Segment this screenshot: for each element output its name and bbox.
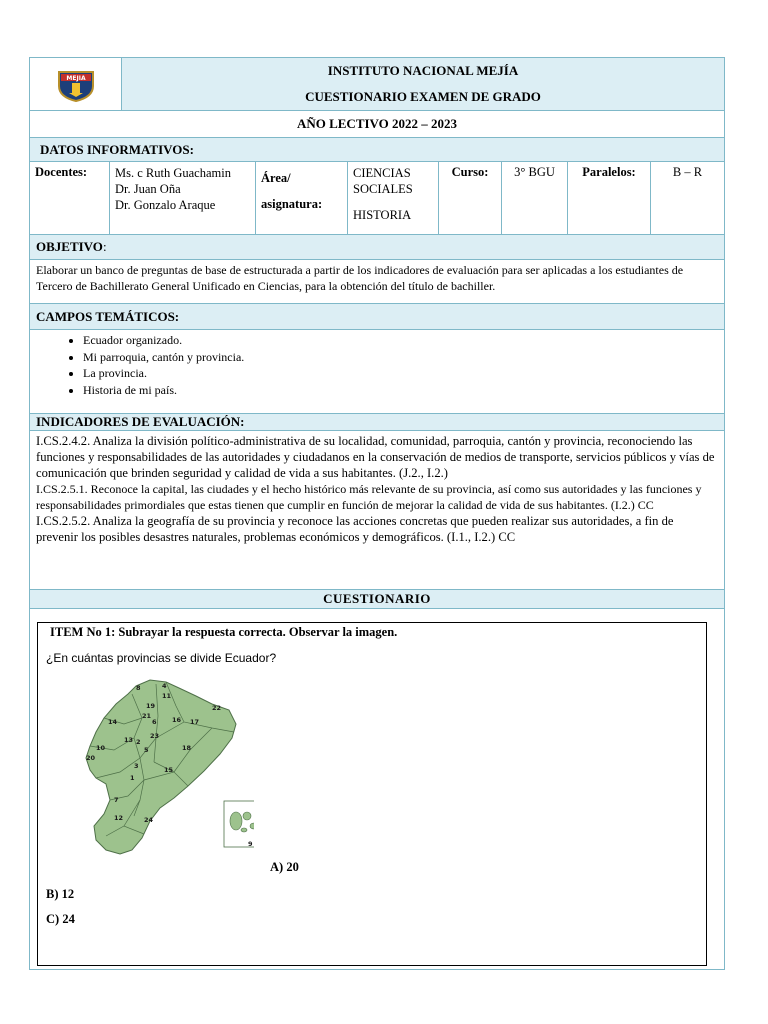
map-province-number: 1 bbox=[130, 774, 135, 782]
datos-section-title bbox=[30, 138, 724, 162]
area-label-line: asignatura: bbox=[261, 197, 323, 211]
cuestionario-title-text: CUESTIONARIO bbox=[323, 591, 431, 606]
school-year bbox=[30, 111, 724, 138]
indicador-paragraph: I.CS.2.5.2. Analiza la geografía de su provincia y reconoce las acciones concretas que pueden realizar sus autoridades, a fin de prevenir los posibles desastres naturales, problemas económicos y demográficos. (I.1., I.2.) CC bbox=[36, 514, 674, 544]
area-label-line: Área/ bbox=[261, 171, 291, 185]
item-box bbox=[37, 622, 707, 966]
area-label bbox=[256, 162, 348, 234]
indicadores-title bbox=[30, 414, 724, 431]
institution-name: INSTITUTO NACIONAL MEJÍA bbox=[327, 63, 519, 78]
objetivo-title bbox=[30, 235, 724, 260]
map-province-number: 22 bbox=[212, 704, 222, 712]
cuestionario-title bbox=[30, 590, 724, 609]
header-titles bbox=[122, 58, 724, 110]
list-item: • Ecuador organizado. bbox=[83, 332, 724, 349]
option-b[interactable]: B) 12 bbox=[46, 887, 75, 901]
area-value bbox=[348, 162, 439, 234]
indicadores-title-text: INDICADORES DE EVALUACIÓN: bbox=[36, 414, 245, 429]
map-province-number: 23 bbox=[150, 732, 160, 740]
map-province-number: 8 bbox=[136, 684, 141, 692]
map-province-number: 6 bbox=[152, 718, 157, 726]
campos-list bbox=[30, 330, 724, 414]
docente-name: Ms. c Ruth Guachamin bbox=[115, 166, 231, 180]
datos-title-text: DATOS INFORMATIVOS: bbox=[40, 141, 194, 157]
map-province-number: 2 bbox=[136, 738, 141, 746]
paralelos-value: B – R bbox=[672, 165, 703, 179]
map-province-number: 21 bbox=[142, 712, 152, 720]
map-province-number: 24 bbox=[144, 816, 154, 824]
indicador-paragraph: I.CS.2.5.1. Reconoce la capital, las ciudades y el hecho histórico más relevante de su provincia, así como sus autoridades y las funciones y responsabilidades primordiales que estas tienen que cumplir en función de mejorar la calidad de vida de sus habitantes. (I.2.) CC bbox=[36, 482, 702, 512]
header-row bbox=[30, 58, 724, 111]
map-province-number: 5 bbox=[144, 746, 149, 754]
asignatura-value: HISTORIA bbox=[353, 208, 412, 222]
docentes-list bbox=[110, 162, 256, 234]
exam-document bbox=[29, 57, 725, 970]
list-item: • Mi parroquia, cantón y provincia. bbox=[83, 349, 724, 366]
map-province-number: 3 bbox=[134, 762, 139, 770]
option-c[interactable]: C) 24 bbox=[46, 912, 75, 926]
list-item: • La provincia. bbox=[83, 365, 724, 382]
campos-title-text: CAMPOS TEMÁTICOS: bbox=[36, 308, 180, 324]
question-text: ¿En cuántas provincias se divide Ecuador? bbox=[46, 651, 277, 665]
map-province-number: 13 bbox=[124, 736, 134, 744]
exam-title: CUESTIONARIO EXAMEN DE GRADO bbox=[305, 89, 541, 104]
school-logo bbox=[30, 58, 122, 110]
map-province-number: 17 bbox=[190, 718, 200, 726]
docente-name: Dr. Juan Oña bbox=[115, 182, 181, 196]
objetivo-title-text: OBJETIVO bbox=[36, 239, 103, 254]
map-province-number: 16 bbox=[172, 716, 182, 724]
paralelos-label: Paralelos: bbox=[568, 162, 651, 234]
indicadores-text bbox=[30, 431, 724, 590]
docentes-label: Docentes: bbox=[30, 162, 110, 234]
map-province-number: 14 bbox=[108, 718, 118, 726]
datos-table-row bbox=[30, 162, 724, 235]
cuestionario-body bbox=[30, 609, 724, 969]
objetivo-title-colon: : bbox=[102, 239, 107, 254]
map-province-number: 7 bbox=[114, 796, 119, 804]
logo-text: MEJIA bbox=[65, 75, 86, 82]
map-province-number: 10 bbox=[96, 744, 106, 752]
curso-value: 3° BGU bbox=[502, 162, 568, 234]
map-province-number: 19 bbox=[146, 702, 156, 710]
map-province-number: 12 bbox=[114, 814, 124, 822]
ecuador-provinces-map bbox=[84, 676, 254, 861]
docente-name: Dr. Gonzalo Araque bbox=[115, 198, 216, 212]
objetivo-text: Elaborar un banco de preguntas de base de estructurada a partir de los indicadores de evaluación para ser aplicadas a los estudiantes de Tercero de Bachillerato General Unificado en Ciencias, para la obtención del título de bachiller. bbox=[30, 260, 724, 304]
area-value-line: CIENCIAS bbox=[353, 166, 411, 180]
map-province-number: 4 bbox=[162, 682, 167, 690]
item-title: ITEM No 1: Subrayar la respuesta correcta. Observar la imagen. bbox=[50, 625, 398, 639]
indicador-paragraph: I.CS.2.4.2. Analiza la división político-administrativa de su localidad, comunidad, parroquia, cantón y provincia, reconociendo las funciones y responsabilidades de las autoridades y ciudadanos en la conservación de medios de transporte, servicios públicos y vías de comunicación que brinden seguridad y calidad de vida a sus habitantes. (J.2., I.2.) bbox=[36, 434, 715, 480]
map-province-number: 15 bbox=[164, 766, 174, 774]
map-province-number: 18 bbox=[182, 744, 192, 752]
school-year-text: AÑO LECTIVO 2022 – 2023 bbox=[296, 116, 458, 131]
map-province-number: 20 bbox=[86, 754, 96, 762]
campos-title bbox=[30, 304, 724, 330]
map-province-number: 9 bbox=[248, 840, 253, 848]
map-province-number: 11 bbox=[162, 692, 172, 700]
curso-label: Curso: bbox=[439, 162, 502, 234]
area-value-line: SOCIALES bbox=[353, 182, 413, 196]
list-item: • Historia de mi país. bbox=[83, 382, 724, 399]
option-a[interactable]: A) 20 bbox=[270, 860, 299, 874]
